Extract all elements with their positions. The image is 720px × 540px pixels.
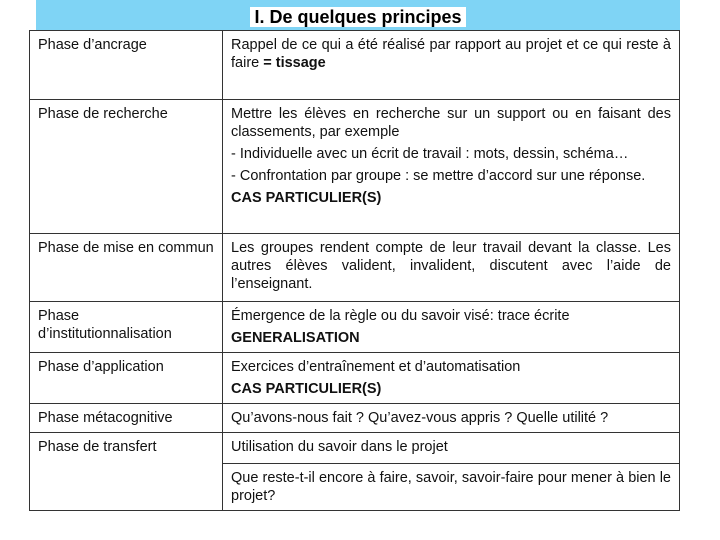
phase-description [223,353,680,404]
description-text: Exercices d’entraînement et d’automatisation [231,359,521,375]
phase-description [223,433,680,511]
description-emphasis: GENERALISATION [231,330,360,346]
phase-description [223,31,680,100]
phase-label: Phase d’application [30,353,223,404]
table-row [30,100,680,234]
table-row [30,353,680,404]
phase-label: Phase de transfert [30,433,223,511]
title-bar [36,0,680,30]
description-emphasis: = tissage [263,55,326,71]
table-row [30,302,680,353]
description-emphasis: CAS PARTICULIER(S) [231,381,382,397]
description-extra: Que reste-t-il encore à faire, savoir, savoir-faire pour mener à bien le projet? [223,463,679,505]
phase-label: Phase de recherche [30,100,223,234]
description-text: Utilisation du savoir dans le projet [231,439,448,455]
phase-description [223,302,680,353]
phase-description [223,100,680,234]
description-list-item: - Confrontation par groupe : se mettre d’accord sur une réponse. [231,168,646,184]
phase-label: Phase de mise en commun [30,234,223,302]
phase-label: Phase métacognitive [30,404,223,433]
principles-table [29,30,680,511]
description-text: Émergence de la règle ou du savoir visé: trace écrite [231,308,570,324]
phase-description: Qu’avons-nous fait ? Qu’avez-vous appris ? Quelle utilité ? [223,404,680,433]
phase-label: Phase d’institutionnalisation [30,302,223,353]
phase-description: Les groupes rendent compte de leur travail devant la classe. Les autres élèves valident, invalident, discutent avec l’aide de l’enseignant. [223,234,680,302]
table-row [30,433,680,511]
phase-label: Phase d’ancrage [30,31,223,100]
description-text: Rappel de ce qui a été réalisé par rapport au projet et ce qui reste à faire [231,37,671,71]
table-row [30,31,680,100]
table-row [30,404,680,433]
description-list-item: - Individuelle avec un écrit de travail : mots, dessin, schéma… [231,146,629,162]
page-title: I. De quelques principes [250,7,465,27]
description-text: Mettre les élèves en recherche sur un support ou en faisant des classements, par exemple [231,106,671,140]
description-emphasis: CAS PARTICULIER(S) [231,190,382,206]
table-row [30,234,680,302]
